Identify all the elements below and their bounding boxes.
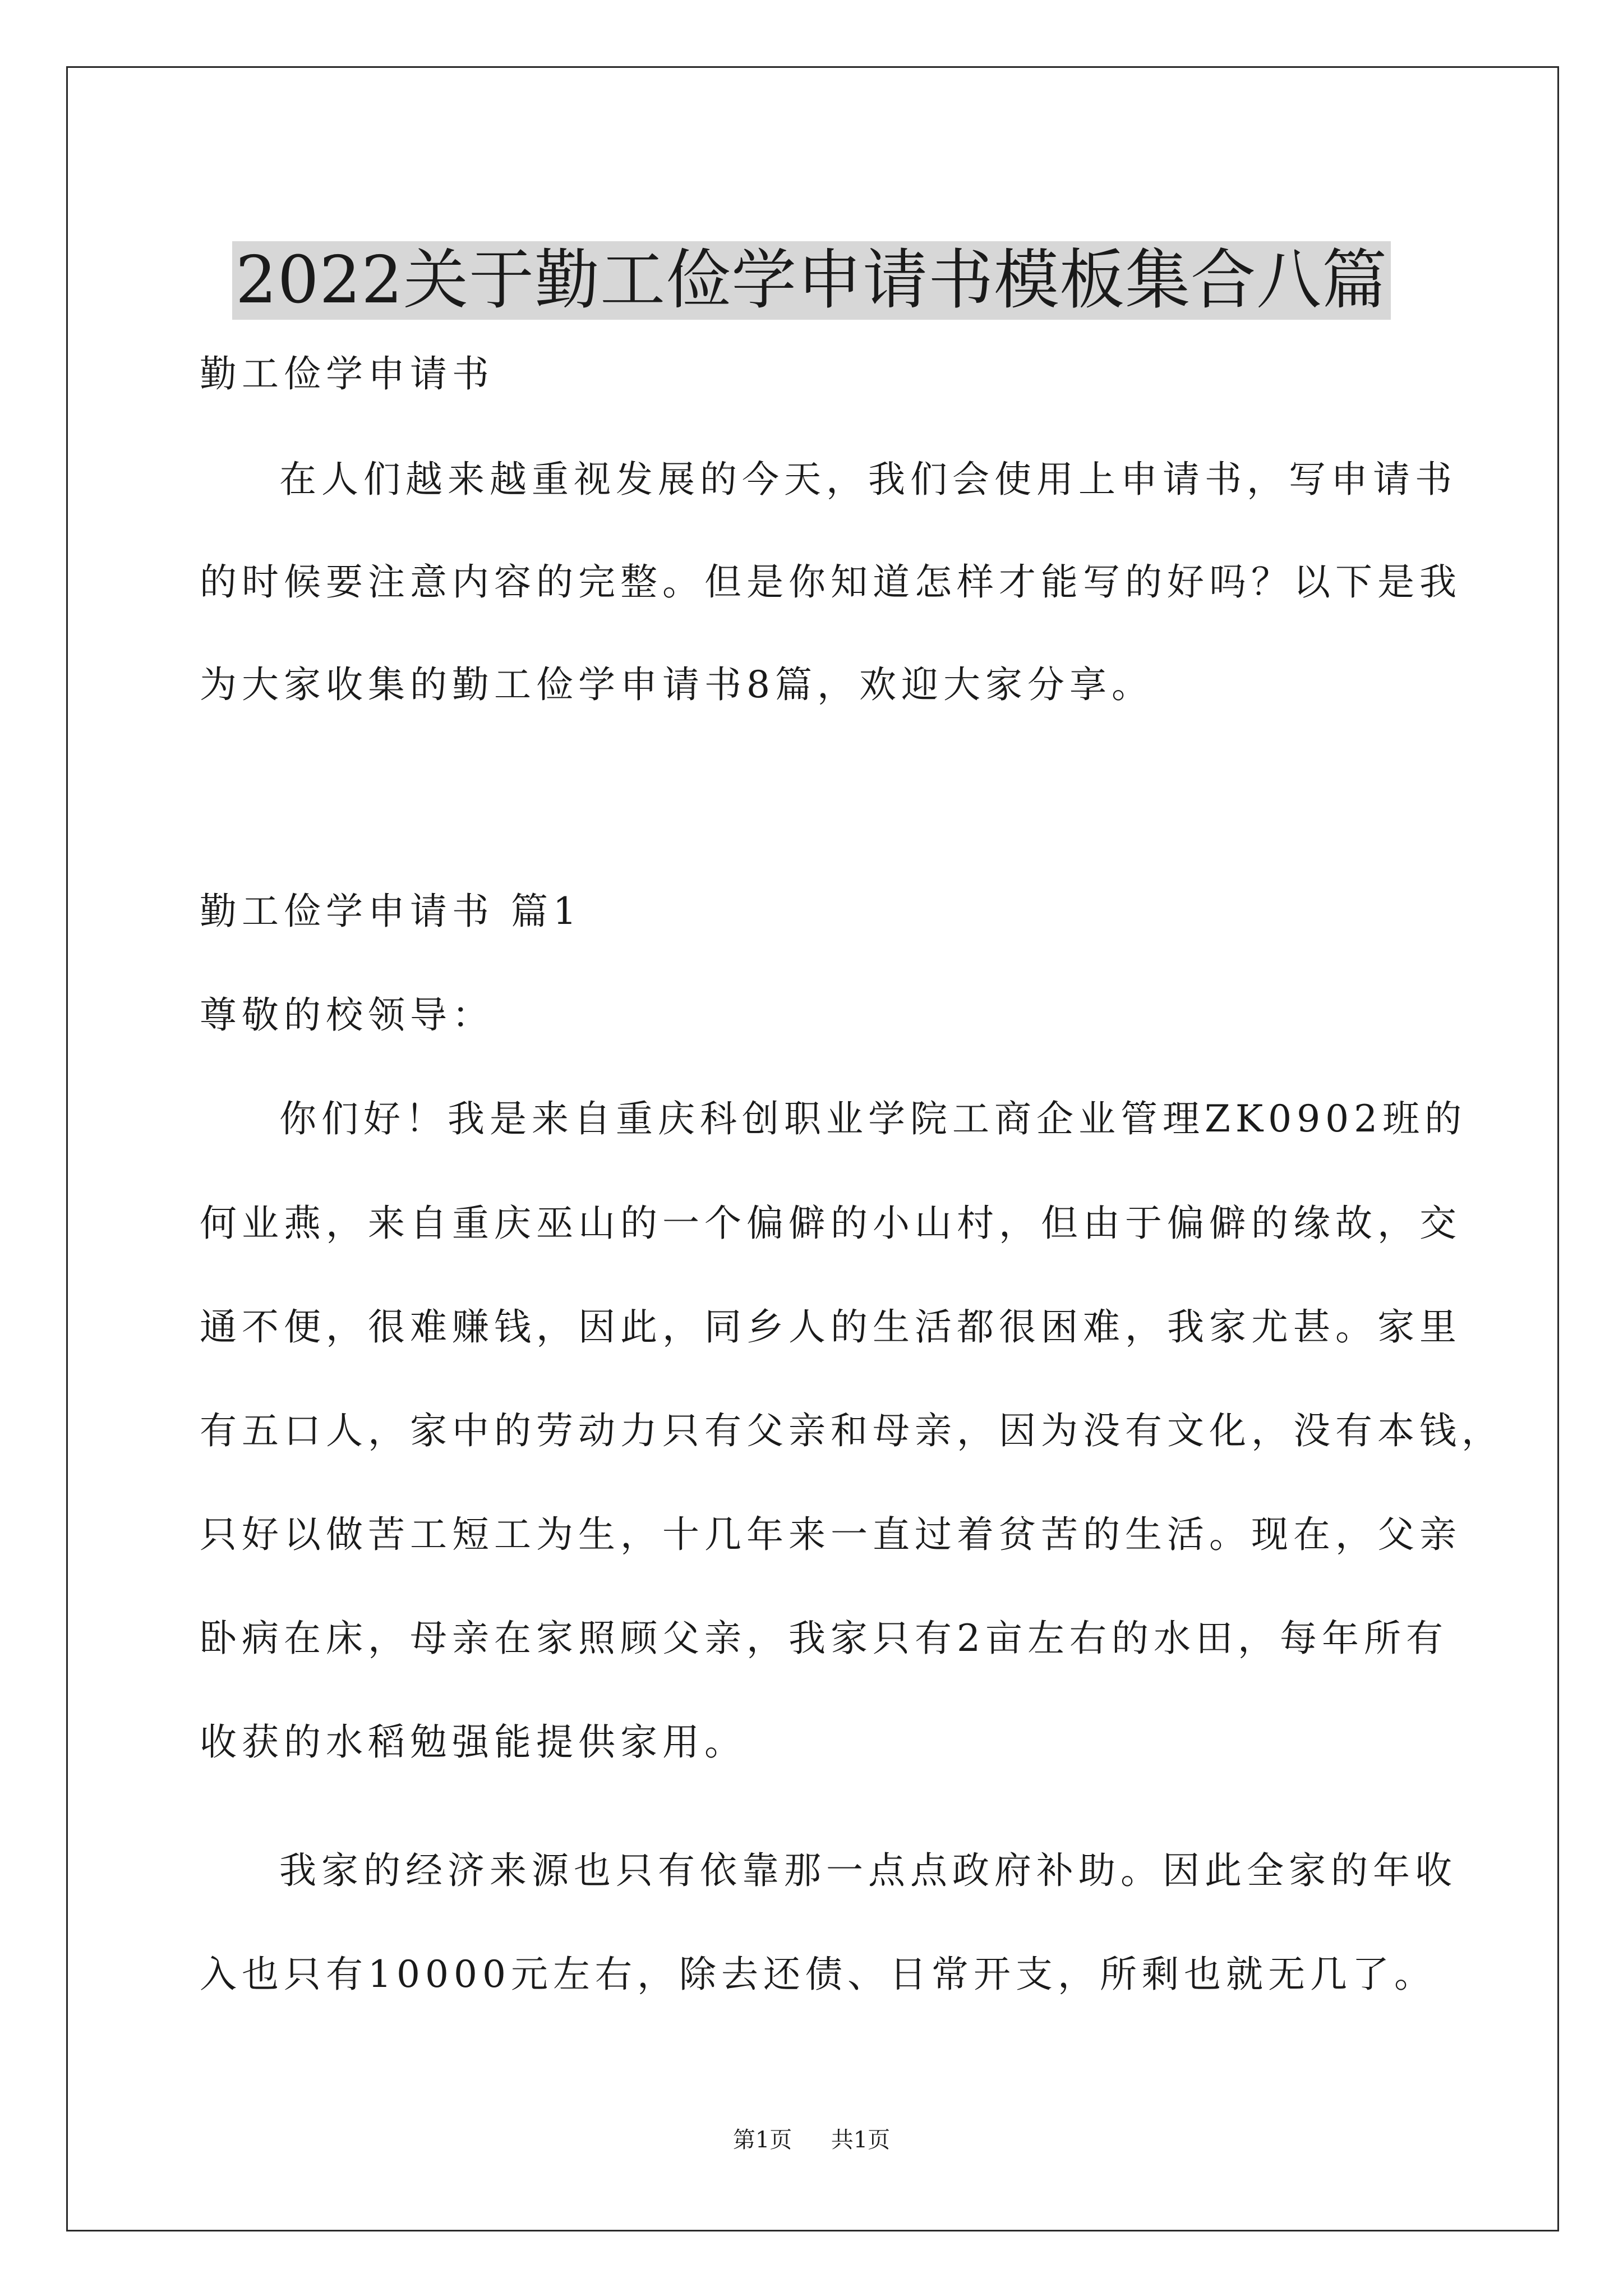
paragraph-line: 何业燕，来自重庆巫山的一个偏僻的小山村，但由于偏僻的缘故，交 xyxy=(200,1202,1461,1245)
paragraph-line: 只好以做苦工短工为生，十几年来一直过着贫苦的生活。现在，父亲 xyxy=(200,1513,1461,1556)
intro-heading: 勤工俭学申请书 xyxy=(200,352,494,395)
document-title: 2022关于勤工俭学申请书模板集合八篇 xyxy=(232,241,1391,320)
section-heading: 勤工俭学申请书 篇1 xyxy=(200,890,582,933)
paragraph-line: 入也只有10000元左右，除去还债、日常开支，所剩也就无几了。 xyxy=(200,1953,1436,1996)
intro-line: 在人们越来越重视发展的今天，我们会使用上申请书，写申请书 xyxy=(279,458,1457,501)
intro-line: 的时候要注意内容的完整。但是你知道怎样才能写的好吗？以下是我 xyxy=(200,560,1461,604)
paragraph-line: 有五口人，家中的劳动力只有父亲和母亲，因为没有文化，没有本钱， xyxy=(200,1409,1504,1452)
title-wrap xyxy=(0,197,1623,363)
salutation: 尊敬的校领导： xyxy=(200,993,494,1037)
intro-line: 为大家收集的勤工俭学申请书8篇，欢迎大家分享。 xyxy=(200,663,1154,706)
paragraph-line: 收获的水稻勉强能提供家用。 xyxy=(200,1720,746,1764)
paragraph-line: 我家的经济来源也只有依靠那一点点政府补助。因此全家的年收 xyxy=(279,1849,1457,1892)
paragraph-line: 你们好！我是来自重庆科创职业学院工商企业管理ZK0902班的 xyxy=(279,1097,1467,1140)
paragraph-line: 通不便，很难赚钱，因此，同乡人的生活都很困难，我家尤甚。家里 xyxy=(200,1305,1461,1349)
page-total: 共1页 xyxy=(831,2127,891,2153)
page-footer xyxy=(0,2126,1623,2154)
page-number: 第1页 xyxy=(732,2127,792,2153)
paragraph-line: 卧病在床，母亲在家照顾父亲，我家只有2亩左右的水田，每年所有 xyxy=(200,1617,1448,1660)
